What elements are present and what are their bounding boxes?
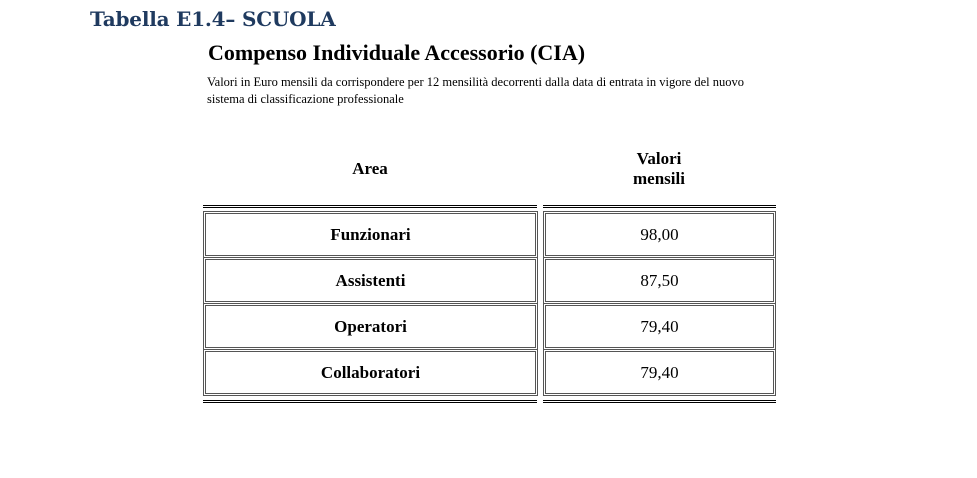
table-subtitle xyxy=(207,74,807,108)
subtitle-line-1: Valori in Euro mensili da corrispondere per 12 mensilità decorrenti dalla data di entrata in vigore del nuovo xyxy=(207,75,744,89)
column-header-values-line-2: mensili xyxy=(633,169,685,188)
row-value-cell: 98,00 xyxy=(543,211,776,258)
footer-rule-left xyxy=(203,400,537,403)
row-area-cell: Operatori xyxy=(203,303,538,350)
row-area-cell: Collaboratori xyxy=(203,349,538,396)
column-header-area: Area xyxy=(352,159,388,178)
row-value-cell: 79,40 xyxy=(543,349,776,396)
table-title: Compenso Individuale Accessorio (CIA) xyxy=(208,40,586,65)
footer-rule-right xyxy=(543,400,776,403)
row-area-cell: Funzionari xyxy=(203,211,538,258)
column-header-values-line-1: Valori xyxy=(636,149,682,168)
section-heading: Tabella E1.4– SCUOLA xyxy=(90,7,336,31)
row-value-cell: 79,40 xyxy=(543,303,776,350)
column-header-values xyxy=(543,149,775,189)
header-rule-left xyxy=(203,205,537,208)
subtitle-line-2: sistema di classificazione professionale xyxy=(207,92,404,106)
row-area-cell: Assistenti xyxy=(203,257,538,304)
header-rule-right xyxy=(543,205,776,208)
row-value-cell: 87,50 xyxy=(543,257,776,304)
